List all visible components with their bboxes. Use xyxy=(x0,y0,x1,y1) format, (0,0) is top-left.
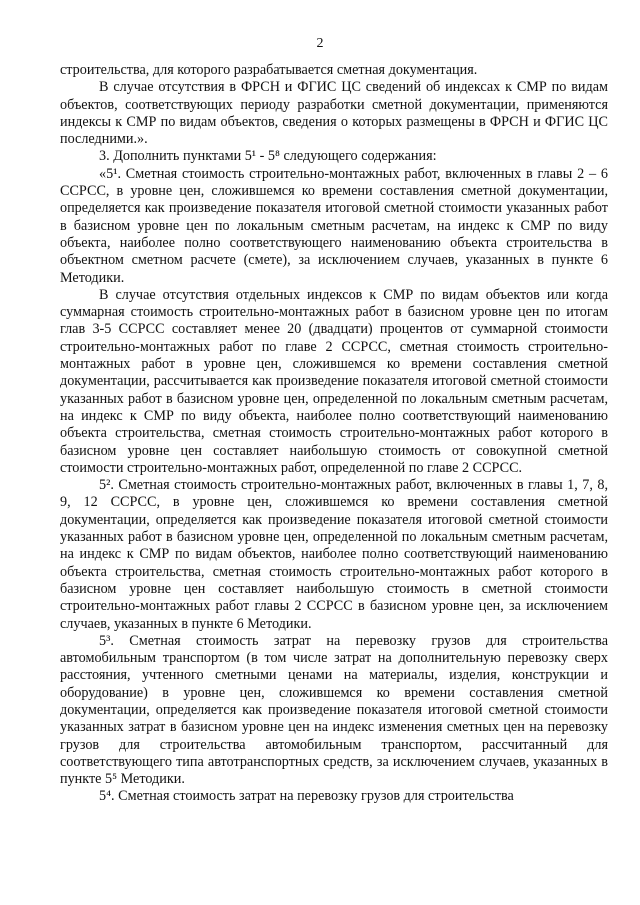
paragraph: 3. Дополнить пунктами 5¹ - 5⁸ следующего содержания: xyxy=(99,148,437,165)
paragraph: 5⁴. Сметная стоимость затрат на перевозку грузов для строительства xyxy=(99,788,514,805)
paragraph: В случае отсутствия в ФРСН и ФГИС ЦС сведений об индексах к СМР по видам объектов, соответствующих периоду разработки сметной документации, применяются индексы к СМР по видам объектов, сведения о которых размещены в ФРСН и ФГИС ЦС последними.». xyxy=(60,79,608,148)
paragraph: «5¹. Сметная стоимость строительно-монтажных работ, включенных в главы 2 – 6 ССРСС, в уровне цен, сложившемся ко времени составления сметной документации, определяется как произведение показателя итоговой сметной стоимости указанных работ в базисном уровне цен по локальным сметным расчетам, на индекс к СМР по виду объекта, наиболее полно соответствующего наименованию объекта строительства в объектном сметном расчете (смете), за исключением случаев, указанных в пункте 6 Методики. xyxy=(60,165,608,286)
paragraph: 5³. Сметная стоимость затрат на перевозку грузов для строительства автомобильным транспортом (в том числе затрат на дополнительную перевозку сверх расстояния, учтенного сметными ценами на материалы, изделия, конструкции и оборудование) в уровне цен, сложившемся ко времени составления сметной документации, определяется как произведение показателя итоговой сметной стоимости указанных затрат в базисном уровне цен на индекс изменения сметных цен на перевозку грузов для строительства автомобильным транспортом, рассчитанный для соответствующего типа автотранспортных средств, за исключением случаев, указанных в пункте 5⁵ Методики. xyxy=(60,632,608,788)
paragraph: 5². Сметная стоимость строительно-монтажных работ, включенных в главы 1, 7, 8, 9, 12 ССРСС, в уровне цен, сложившемся ко времени составления сметной документации, определяется как произведение показателя итоговой сметной стоимости указанных работ в базисном уровне цен, определенной по локальным сметным расчетам, на индекс к СМР по видам объектов, наиболее полно соответствующий наименованию объекта строительства, сметная стоимость строительно-монтажных работ которого в базисном уровне цен составляет наибольшую стоимость в сметной стоимости строительно-монтажных работ главы 2 ССРСС в базисном уровне цен, за исключением случаев, указанных в пункте 6 Методики. xyxy=(60,477,608,632)
paragraph: В случае отсутствия отдельных индексов к СМР по видам объектов или когда суммарная стоимость строительно-монтажных работ в базисном уровне цен по итогам глав 3-5 ССРСС составляет менее 20 (двадцати) процентов от суммарной стоимости строительно-монтажных работ по главе 2 ССРСС, сметная стоимость строительно-монтажных работ в уровне цен, сложившемся ко времени составления сметной документации, рассчитывается как произведение показателя итоговой сметной стоимости указанных работ в базисном уровне цен, определенной по локальным сметным расчетам, на индекс к СМР по виду объекта, наиболее полно соответствующий наименованию объекта строительства, сметная стоимость строительно-монтажных работ которого в базисном уровне цен составляет наибольшую стоимость от совокупной сметной стоимости строительно-монтажных работ, определенной по главе 2 ССРСС. xyxy=(60,286,608,476)
page-number: 2 xyxy=(316,36,324,51)
document-body xyxy=(60,62,608,806)
paragraph: строительства, для которого разрабатывается сметная документация. xyxy=(60,62,478,78)
